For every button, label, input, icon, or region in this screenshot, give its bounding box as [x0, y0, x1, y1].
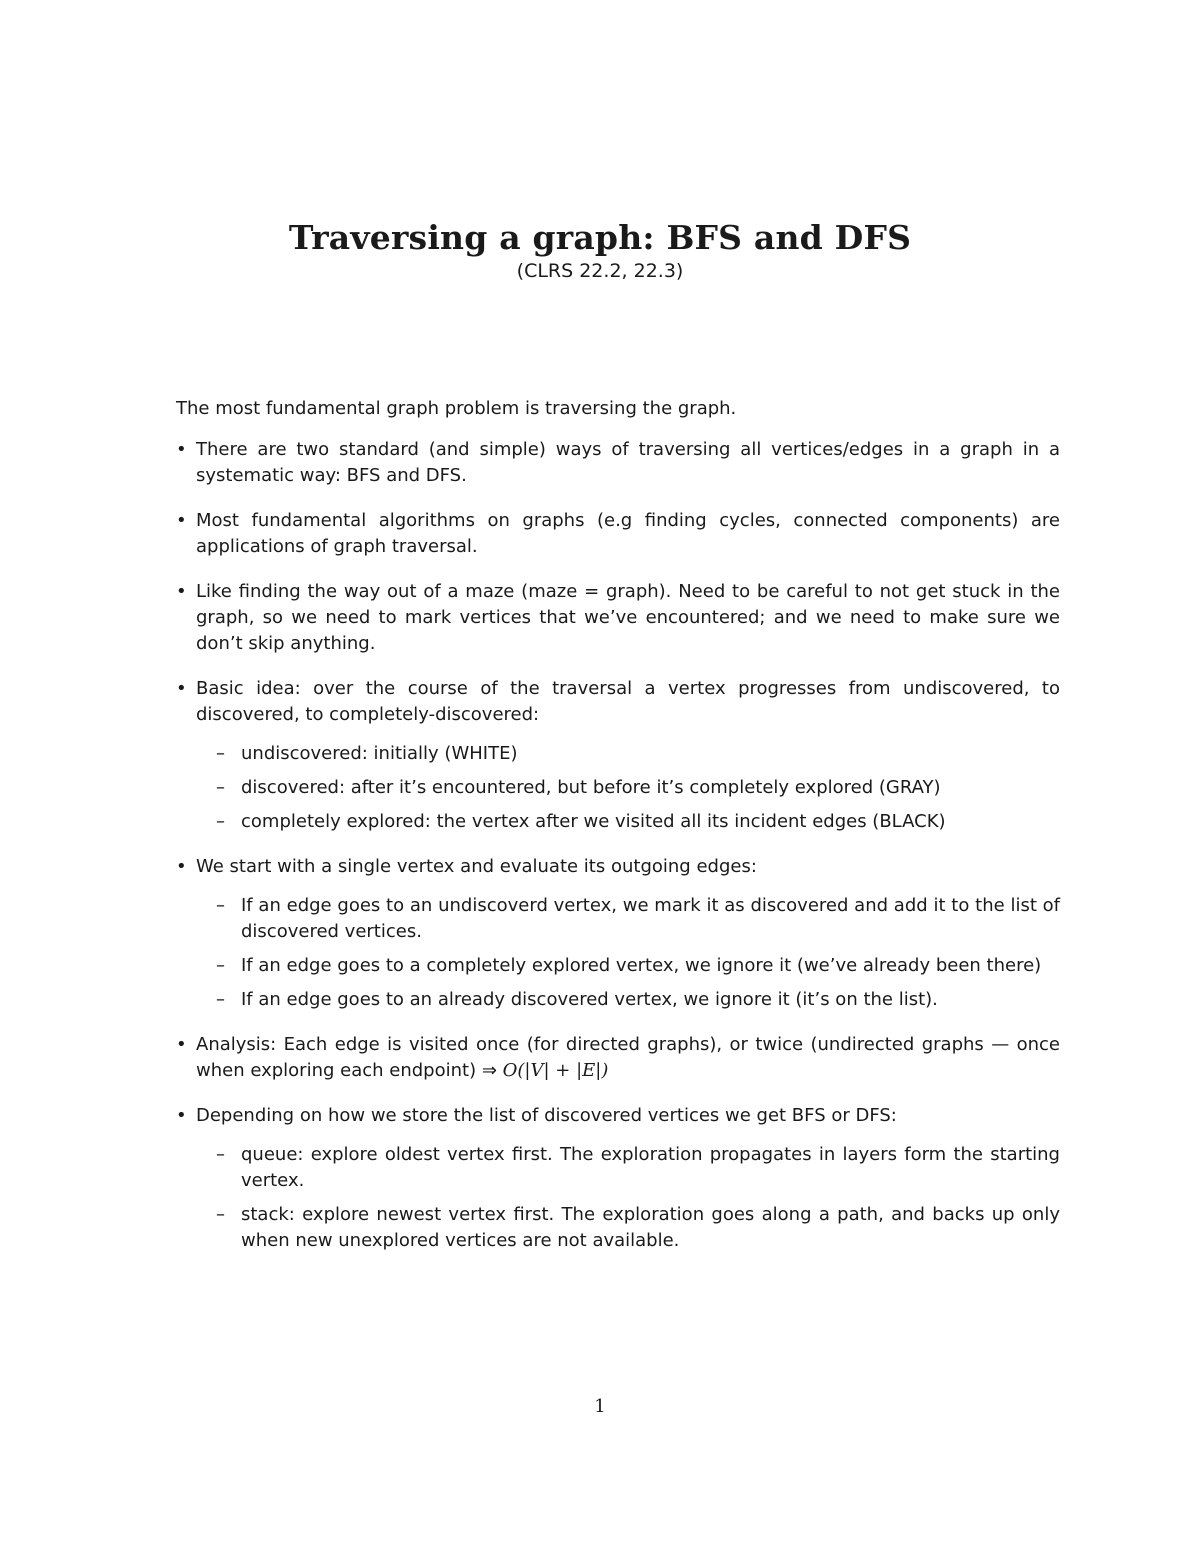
- bullet-item-basic-idea: [176, 676, 1060, 835]
- sub-item-text: discovered: after it’s encountered, but before it’s completely explored (GRAY): [241, 777, 941, 798]
- dash-glyph: –: [216, 1204, 225, 1225]
- sub-item-completely-explored: [196, 809, 1060, 835]
- bullet-text: Analysis: Each edge is visited once (for directed graphs), or twice (undirected graphs — once when exploring each endpoint) ⇒: [196, 1034, 1060, 1081]
- dash-glyph: –: [216, 989, 225, 1010]
- sub-item-text: queue: explore oldest vertex first. The exploration propagates in layers form the starting vertex.: [241, 1144, 1060, 1191]
- sub-item-text: If an edge goes to a completely explored vertex, we ignore it (we’ve already been there): [241, 955, 1042, 976]
- sub-item-discovered-edge: [196, 987, 1060, 1013]
- sub-item-undiscovered: [196, 741, 1060, 767]
- bullet-text: There are two standard (and simple) ways of traversing all vertices/edges in a graph in a systematic way: BFS and DFS.: [196, 439, 1060, 486]
- bullet-text: Basic idea: over the course of the traversal a vertex progresses from undiscovered, to discovered, to completely-discovered:: [196, 678, 1060, 725]
- dash-glyph: –: [216, 895, 225, 916]
- bullet-item-start-vertex: [176, 854, 1060, 1013]
- sub-item-text: If an edge goes to an already discovered vertex, we ignore it (it’s on the list).: [241, 989, 938, 1010]
- sub-item-discovered: [196, 775, 1060, 801]
- page-number: 1: [594, 1396, 606, 1417]
- bullet-list: [176, 437, 1060, 1254]
- bullet-item-two-ways: [176, 437, 1060, 489]
- sub-list-edge-cases: [196, 893, 1060, 1013]
- bullet-glyph: •: [176, 856, 187, 877]
- bullet-text: Like finding the way out of a maze (maze = graph). Need to be careful to not get stuck in the graph, so we need to mark vertices that we’ve encountered; and we need to make sure we don’t skip anything.: [196, 581, 1060, 654]
- sub-item-explored-edge: [196, 953, 1060, 979]
- bullet-item-analysis: [176, 1032, 1060, 1084]
- bullet-item-maze: [176, 579, 1060, 657]
- sub-item-stack: [196, 1202, 1060, 1254]
- bullet-item-bfs-dfs: [176, 1103, 1060, 1254]
- document-title: Traversing a graph: BFS and DFS: [288, 218, 912, 257]
- bullet-glyph: •: [176, 1034, 187, 1055]
- dash-glyph: –: [216, 955, 225, 976]
- sub-item-text: stack: explore newest vertex first. The exploration goes along a path, and backs up only when new unexplored vertices are not available.: [241, 1204, 1060, 1251]
- bullet-glyph: •: [176, 510, 187, 531]
- dash-glyph: –: [216, 1144, 225, 1165]
- sub-item-queue: [196, 1142, 1060, 1194]
- bullet-text: We start with a single vertex and evaluate its outgoing edges:: [196, 856, 757, 877]
- dash-glyph: –: [216, 777, 225, 798]
- bullet-glyph: •: [176, 439, 187, 460]
- dash-glyph: –: [216, 811, 225, 832]
- sub-list-vertex-states: [196, 741, 1060, 835]
- bullet-glyph: •: [176, 581, 187, 602]
- sub-item-text: undiscovered: initially (WHITE): [241, 743, 518, 764]
- bullet-item-applications: [176, 508, 1060, 560]
- bullet-text: Most fundamental algorithms on graphs (e.g finding cycles, connected components) are applications of graph traversal.: [196, 510, 1060, 557]
- sub-item-text: If an edge goes to an undiscoverd vertex, we mark it as discovered and add it to the list of discovered vertices.: [241, 895, 1060, 942]
- document-body: [176, 396, 1060, 1273]
- sub-item-text: completely explored: the vertex after we visited all its incident edges (BLACK): [241, 811, 946, 832]
- sub-list-storage: [196, 1142, 1060, 1254]
- bullet-text: Depending on how we store the list of discovered vertices we get BFS or DFS:: [196, 1105, 897, 1126]
- document-subtitle: (CLRS 22.2, 22.3): [516, 260, 684, 282]
- bullet-glyph: •: [176, 678, 187, 699]
- dash-glyph: –: [216, 743, 225, 764]
- bullet-glyph: •: [176, 1105, 187, 1126]
- sub-item-undiscovered-edge: [196, 893, 1060, 945]
- intro-paragraph: The most fundamental graph problem is traversing the graph.: [176, 398, 737, 419]
- complexity-formula: O(|V| + |E|): [502, 1060, 609, 1081]
